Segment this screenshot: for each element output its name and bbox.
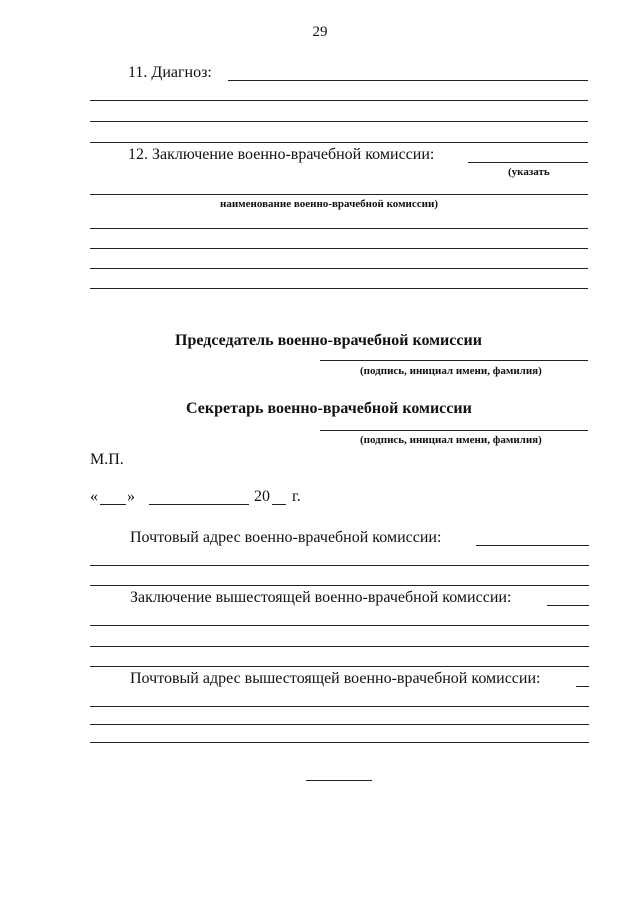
higher-postal-address-label: Почтовый адрес вышестоящей военно-врачебной комиссии:	[130, 670, 541, 687]
conclusion-field-line[interactable]	[90, 268, 588, 269]
date-day-field[interactable]	[100, 504, 126, 505]
chairman-title: Председатель военно-врачебной комиссии	[175, 332, 482, 349]
diagnosis-field-line[interactable]	[90, 100, 588, 101]
conclusion-field-line[interactable]	[90, 288, 588, 289]
stamp-mark: М.П.	[90, 451, 124, 468]
conclusion-hint-end: наименование военно-врачебной комиссии)	[220, 198, 438, 210]
date-close-quote: »	[127, 488, 135, 505]
secretary-signature-caption: (подпись, инициал имени, фамилия)	[360, 434, 542, 446]
higher-postal-address-field-line[interactable]	[90, 724, 589, 725]
conclusion-field[interactable]	[468, 162, 588, 163]
date-year-prefix: 20	[254, 488, 270, 505]
higher-conclusion-label: Заключение вышестоящей военно-врачебной комиссии:	[130, 589, 512, 606]
conclusion-hint-start: (указать	[508, 166, 550, 178]
date-month-field[interactable]	[149, 504, 249, 505]
chairman-signature-caption: (подпись, инициал имени, фамилия)	[360, 365, 542, 377]
secretary-signature-field[interactable]	[320, 430, 588, 431]
conclusion-field-line[interactable]	[90, 194, 588, 195]
diagnosis-field-line[interactable]	[90, 121, 588, 122]
postal-address-field[interactable]	[476, 545, 589, 546]
conclusion-label: 12. Заключение военно-врачебной комиссии:	[128, 146, 435, 163]
higher-conclusion-field-line[interactable]	[90, 666, 589, 667]
higher-conclusion-field-line[interactable]	[90, 646, 589, 647]
date-year-suffix: г.	[292, 488, 301, 505]
higher-postal-address-field-line[interactable]	[90, 706, 589, 707]
higher-conclusion-field-line[interactable]	[90, 625, 589, 626]
page-number: 29	[312, 24, 328, 40]
date-open-quote: «	[90, 488, 98, 505]
diagnosis-field[interactable]	[228, 80, 588, 81]
postal-address-label: Почтовый адрес военно-врачебной комиссии:	[130, 529, 442, 546]
postal-address-field-line[interactable]	[90, 585, 589, 586]
postal-address-field-line[interactable]	[90, 565, 589, 566]
secretary-title: Секретарь военно-врачебной комиссии	[186, 400, 472, 417]
conclusion-field-line[interactable]	[90, 228, 588, 229]
date-year-field[interactable]	[272, 504, 286, 505]
higher-postal-address-field[interactable]	[576, 686, 589, 687]
chairman-signature-field[interactable]	[320, 360, 588, 361]
higher-postal-address-field-line[interactable]	[90, 742, 589, 743]
diagnosis-label: 11. Диагноз:	[128, 64, 212, 81]
footnote-separator	[306, 780, 372, 781]
diagnosis-field-line[interactable]	[90, 142, 588, 143]
conclusion-field-line[interactable]	[90, 248, 588, 249]
higher-conclusion-field[interactable]	[547, 605, 589, 606]
